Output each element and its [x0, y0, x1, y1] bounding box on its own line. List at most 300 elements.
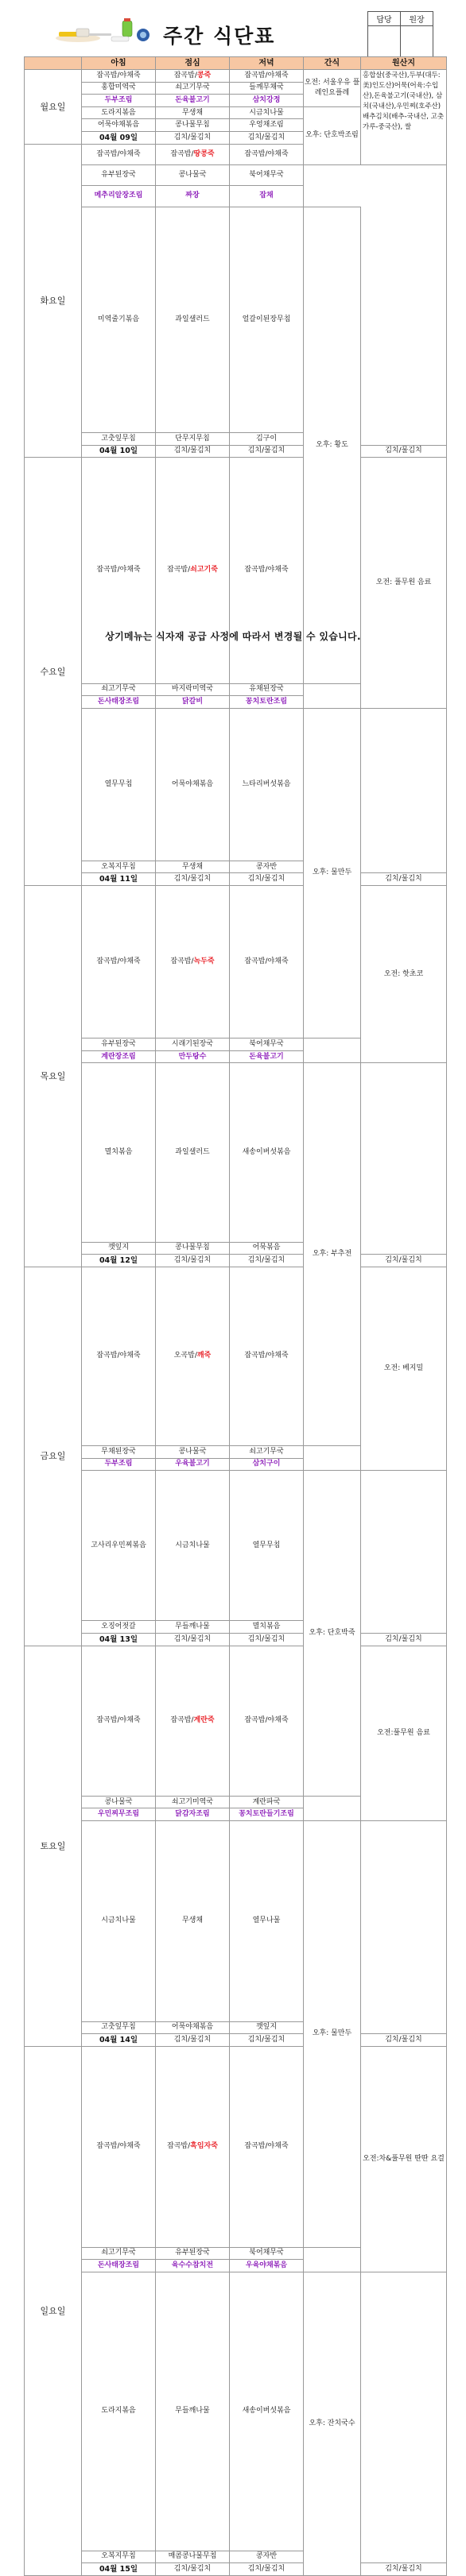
lunch-cell	[156, 683, 230, 696]
menu-item: 김치/물김치	[385, 875, 422, 884]
dinner-cell	[230, 861, 304, 873]
menu-item: 돈사태장조림	[97, 697, 140, 706]
lunch-cell	[156, 82, 230, 95]
menu-item: 과일샐러드	[175, 1147, 210, 1156]
lunch-cell	[156, 186, 230, 207]
menu-item: 열무나물	[252, 1917, 281, 1925]
breakfast-cell	[82, 186, 156, 207]
menu-item: 시금치나물	[249, 108, 284, 117]
lunch-cell	[156, 106, 230, 119]
lunch-cell	[156, 1471, 230, 1621]
menu-item: 잡곡밥/	[170, 1716, 194, 1725]
table-row	[25, 1267, 447, 1445]
menu-item: 잡곡밥/야채죽	[244, 957, 289, 966]
menu-item: 김치/물김치	[173, 1634, 212, 1643]
menu-item: 무생채	[181, 1917, 204, 1925]
table-row	[25, 432, 447, 445]
snack-morning: 오전: 핫초코	[361, 886, 447, 1063]
breakfast-cell	[82, 458, 156, 683]
header-breakfast: 아침	[82, 57, 156, 70]
lunch-cell	[156, 1646, 230, 1796]
menu-item: 콩자반	[255, 2552, 278, 2561]
menu-item: 도라지볶음	[101, 2407, 136, 2415]
breakfast-cell	[82, 1063, 156, 1242]
menu-item: 깻잎지	[107, 1244, 130, 1252]
breakfast-cell	[82, 1267, 156, 1445]
lunch-cell	[230, 1634, 304, 1646]
menu-item: 돈육불고기	[249, 1052, 284, 1061]
lunch-cell	[156, 1808, 230, 1821]
dinner-cell	[230, 696, 304, 709]
menu-item: 김치/물김치	[247, 133, 285, 141]
dinner-cell	[230, 2046, 304, 2247]
dinner-cell	[230, 1063, 304, 1242]
table-row	[25, 2272, 447, 2551]
table-header-row	[25, 57, 447, 70]
menu-item: 홍합미역국	[101, 83, 136, 92]
menu-item: 오복지무침	[101, 2552, 136, 2561]
menu-item: 시금치나물	[175, 1541, 210, 1549]
porridge-highlight: 콩죽	[196, 71, 212, 79]
lunch-cell	[156, 2272, 230, 2551]
lunch-cell	[156, 2551, 230, 2563]
menu-item: 김치/물김치	[247, 2036, 285, 2044]
lunch-cell	[156, 1242, 230, 1255]
approval-label-staff: 담당	[368, 12, 401, 26]
snack-morning: 오전: 서울우유 플레인요플레	[304, 70, 361, 107]
menu-item: 김치/물김치	[385, 2565, 422, 2574]
menu-item: 우육불고기	[175, 1460, 210, 1468]
date-label: 04월 10일	[82, 445, 156, 458]
menu-item: 김치/물김치	[173, 1255, 212, 1264]
date-label: 04월 09일	[82, 131, 156, 144]
menu-item: 돈육불고기	[175, 95, 210, 104]
menu-item: 두부조림	[104, 1460, 133, 1468]
menu-item: 삼치구이	[252, 1460, 281, 1468]
menu-item: 잡곡밥/	[170, 957, 194, 966]
approval-label-director: 원장	[401, 12, 433, 26]
table-row	[25, 873, 447, 886]
menu-item: 무채된장국	[101, 1447, 136, 1456]
lunch-cell	[156, 1267, 230, 1445]
lunch-cell	[230, 2563, 304, 2576]
menu-item: 오복지무침	[101, 862, 136, 871]
breakfast-cell	[82, 1471, 156, 1621]
menu-item: 김치/물김치	[385, 1634, 422, 1643]
lunch-cell	[156, 164, 230, 185]
menu-item: 열무무침	[104, 779, 133, 788]
breakfast-cell	[82, 2260, 156, 2272]
menu-item: 김치/물김치	[173, 875, 212, 884]
menu-item: 고춧잎무침	[101, 434, 136, 443]
menu-item: 계란장조림	[101, 1052, 136, 1061]
menu-item: 단무지무침	[175, 434, 210, 443]
table-row	[25, 1471, 447, 1621]
menu-item: 삼치강정	[252, 95, 281, 104]
menu-item: 무생채	[181, 108, 204, 117]
table-row	[25, 1646, 447, 1796]
dinner-cell	[230, 2021, 304, 2034]
breakfast-cell	[82, 683, 156, 696]
breakfast-cell	[82, 1039, 156, 1051]
lunch-cell	[156, 144, 230, 164]
table-row	[25, 2551, 447, 2563]
porridge-highlight: 흑임자죽	[190, 2142, 218, 2151]
snack-afternoon: 오후: 황도	[304, 207, 361, 683]
breakfast-cell	[82, 2247, 156, 2260]
breakfast-cell	[82, 1820, 156, 2021]
menu-item: 오징어젓갈	[101, 1623, 136, 1631]
dinner-cell	[230, 1242, 304, 1255]
menu-item: 쇠고기무국	[101, 2249, 136, 2257]
dinner-cell	[230, 1050, 304, 1063]
menu-item: 미역줄기볶음	[97, 315, 140, 323]
menu-item: 김치/물김치	[247, 447, 285, 455]
table-row	[25, 2046, 447, 2247]
lunch-cell	[156, 1063, 230, 1242]
menu-item: 새송이버섯볶음	[242, 2407, 291, 2415]
menu-item: 어묵야채볶음	[97, 121, 140, 130]
breakfast-cell	[156, 131, 230, 144]
menu-item: 잡곡밥/야채죽	[244, 2142, 289, 2151]
menu-item: 콩나물국	[178, 171, 207, 180]
lunch-cell	[230, 445, 304, 458]
menu-item: 김치/물김치	[173, 2565, 212, 2574]
dinner-cell	[230, 1446, 304, 1459]
menu-item: 매콤콩나물무침	[168, 2552, 217, 2561]
snack-afternoon: 오후: 단호박조림	[304, 106, 361, 164]
dinner-cell	[230, 144, 304, 164]
dinner-cell	[230, 82, 304, 95]
menu-item: 유채된장국	[249, 685, 284, 694]
breakfast-cell	[82, 164, 156, 185]
menu-item: 닭갈비	[181, 697, 204, 706]
day-label: 토요일	[25, 1646, 82, 2046]
menu-item: 김치/물김치	[247, 1634, 285, 1643]
breakfast-cell	[82, 119, 156, 132]
menu-item: 고춧잎무침	[101, 2023, 136, 2032]
breakfast-cell	[82, 144, 156, 164]
snack-morning: 오전:풀무원 음료	[361, 1646, 447, 1820]
lunch-cell	[156, 70, 230, 83]
menu-item: 도라지볶음	[101, 108, 136, 117]
menu-item: 계란파국	[252, 1797, 281, 1806]
snack-morning: 오전: 베지밀	[361, 1267, 447, 1470]
lunch-cell	[156, 886, 230, 1039]
breakfast-cell	[82, 1808, 156, 1821]
menu-item: 잡곡밥/야채죽	[244, 1716, 289, 1725]
lunch-cell	[156, 1458, 230, 1471]
day-label: 금요일	[25, 1267, 82, 1646]
menu-item: 우민찌무조림	[97, 1810, 140, 1819]
lunch-cell	[156, 708, 230, 861]
lunch-cell	[156, 1446, 230, 1459]
breakfast-cell	[82, 2272, 156, 2551]
menu-item: 만두탕수	[178, 1052, 207, 1061]
date-label: 04월 11일	[82, 873, 156, 886]
kitchenware-illustration	[54, 17, 156, 46]
breakfast-cell	[82, 82, 156, 95]
breakfast-cell	[156, 2563, 230, 2576]
dinner-cell	[230, 1039, 304, 1051]
snack-afternoon: 오후: 물만두	[304, 1820, 361, 2247]
table-row	[25, 2021, 447, 2034]
menu-item: 쇠고기무국	[175, 83, 210, 92]
weekly-menu-table	[24, 56, 447, 2576]
breakfast-cell	[82, 2551, 156, 2563]
breakfast-cell	[82, 70, 156, 83]
snack-afternoon: 오후: 잔치국수	[304, 2272, 361, 2575]
menu-item: 오곡밥/	[173, 1352, 197, 1360]
breakfast-cell	[156, 2034, 230, 2047]
day-label: 수요일	[25, 458, 82, 886]
menu-item: 잡곡밥/야채죽	[244, 1352, 289, 1360]
approval-sign-staff	[368, 26, 401, 60]
menu-item: 잡곡밥/야채죽	[96, 957, 141, 966]
dinner-cell	[230, 119, 304, 132]
menu-item: 콩나물무침	[175, 1244, 210, 1252]
menu-item: 바지락미역국	[171, 685, 214, 694]
table-row	[25, 708, 447, 861]
table-row	[25, 445, 447, 458]
dinner-cell	[230, 1646, 304, 1796]
lunch-cell	[156, 861, 230, 873]
lunch-cell	[156, 458, 230, 683]
dinner-cell	[361, 2563, 447, 2576]
dinner-cell	[230, 186, 304, 207]
lunch-cell	[156, 2021, 230, 2034]
menu-item: 콩자반	[255, 862, 278, 871]
menu-item: 잡곡밥/야채죽	[244, 566, 289, 574]
breakfast-cell	[82, 1446, 156, 1459]
table-row	[25, 1242, 447, 1255]
table-row	[25, 458, 447, 683]
menu-item: 쇠고기무국	[101, 685, 136, 694]
porridge-highlight: 계란죽	[193, 1716, 215, 1725]
lunch-cell	[230, 873, 304, 886]
menu-item: 얼갈이된장무침	[242, 315, 291, 323]
menu-item: 무들깨나물	[175, 1623, 210, 1631]
breakfast-cell	[82, 2021, 156, 2034]
menu-item: 열무무침	[252, 1541, 281, 1549]
menu-item: 김치/물김치	[247, 875, 285, 884]
porridge-highlight: 땅콩죽	[193, 149, 215, 158]
menu-item: 쇠고기무국	[249, 1447, 284, 1456]
table-row	[25, 1255, 447, 1267]
menu-item: 잡곡밥/야채죽	[96, 1352, 141, 1360]
menu-item: 무생채	[181, 862, 204, 871]
menu-item: 김치/물김치	[385, 2036, 422, 2044]
menu-item: 새송이버섯볶음	[242, 1147, 291, 1156]
menu-item: 잡곡밥/야채죽	[244, 149, 289, 158]
menu-item: 메추리알장조림	[94, 191, 143, 200]
menu-item: 김치/물김치	[247, 2565, 285, 2574]
porridge-highlight: 쇠고기죽	[190, 566, 218, 574]
dinner-cell	[230, 1820, 304, 2021]
dinner-cell	[230, 1458, 304, 1471]
menu-item: 들깨무채국	[249, 83, 284, 92]
day-label: 목요일	[25, 886, 82, 1267]
page-title: 주간 식단표	[163, 25, 276, 48]
table-row	[25, 1063, 447, 1242]
breakfast-cell	[82, 1796, 156, 1808]
breakfast-cell	[156, 1634, 230, 1646]
breakfast-cell	[82, 1242, 156, 1255]
menu-item: 콩나물국	[104, 1797, 133, 1806]
header-snack: 간식	[304, 57, 361, 70]
breakfast-cell	[82, 861, 156, 873]
menu-item: 어묵야채볶음	[171, 2023, 214, 2032]
dinner-cell	[361, 1634, 447, 1646]
menu-item: 쇠고기미역국	[171, 1797, 214, 1806]
lunch-cell	[156, 119, 230, 132]
table-row	[25, 886, 447, 1039]
lunch-cell	[156, 1796, 230, 1808]
day-label: 월요일	[25, 70, 82, 145]
menu-item: 콩나물무침	[175, 121, 210, 130]
menu-item: 돈사태장조림	[97, 2261, 140, 2269]
menu-item: 유부된장국	[101, 171, 136, 180]
lunch-cell	[156, 2046, 230, 2247]
menu-item: 깻잎지	[255, 2023, 278, 2032]
dinner-cell	[230, 708, 304, 861]
breakfast-cell	[156, 1255, 230, 1267]
dinner-cell	[230, 2272, 304, 2551]
menu-item: 과일샐러드	[175, 315, 210, 323]
dinner-cell	[230, 1471, 304, 1621]
menu-item: 잡곡밥/야채죽	[96, 2142, 141, 2151]
menu-item: 시금치나물	[101, 1917, 136, 1925]
menu-item: 잡곡밥/	[167, 2142, 191, 2151]
menu-item: 닭감자조림	[175, 1810, 210, 1819]
snack-morning: 오전: 풀무원 음료	[361, 458, 447, 709]
lunch-cell	[156, 432, 230, 445]
lunch-cell	[156, 1820, 230, 2021]
menu-item: 멸치볶음	[252, 1623, 281, 1631]
table-row	[25, 207, 447, 432]
lunch-cell	[156, 2260, 230, 2272]
dinner-cell	[230, 1796, 304, 1808]
date-label: 04월 13일	[82, 1634, 156, 1646]
menu-item: 멸치볶음	[104, 1147, 133, 1156]
menu-item: 잡곡밥/야채죽	[244, 71, 289, 79]
dinner-cell	[230, 70, 304, 83]
menu-item: 무들깨나물	[175, 2407, 210, 2415]
menu-item: 김치/물김치	[173, 447, 212, 455]
day-label: 화요일	[25, 144, 82, 458]
porridge-highlight: 깨죽	[196, 1352, 212, 1360]
menu-item: 꽁치토란조림	[245, 697, 288, 706]
header-dinner: 저녁	[230, 57, 304, 70]
approval-box	[367, 11, 433, 60]
dinner-cell	[230, 106, 304, 119]
dinner-cell	[230, 1267, 304, 1445]
day-label: 일요일	[25, 2046, 82, 2575]
dinner-cell	[230, 432, 304, 445]
table-row	[25, 70, 447, 83]
dinner-cell	[230, 207, 304, 432]
menu-item: 김치/물김치	[385, 447, 422, 455]
menu-item: 잡곡밥/야채죽	[96, 71, 141, 79]
dinner-cell	[230, 2247, 304, 2260]
table-row	[25, 186, 447, 207]
table-row	[25, 164, 447, 185]
menu-item: 유부된장국	[101, 1039, 136, 1048]
lunch-cell	[156, 207, 230, 432]
breakfast-cell	[82, 1458, 156, 1471]
breakfast-cell	[82, 2046, 156, 2247]
menu-item: 고사리우민찌볶음	[91, 1541, 146, 1549]
lunch-cell	[156, 95, 230, 107]
breakfast-cell	[82, 432, 156, 445]
table-row	[25, 1621, 447, 1634]
menu-item: 잡곡밥/	[167, 566, 191, 574]
menu-item: 우엉채조림	[249, 121, 284, 130]
menu-item: 시래기된장국	[171, 1039, 214, 1048]
breakfast-cell	[82, 1050, 156, 1063]
table-row	[25, 2563, 447, 2576]
lunch-cell	[156, 1621, 230, 1634]
dinner-cell	[230, 458, 304, 683]
date-label: 04월 12일	[82, 1255, 156, 1267]
dinner-cell	[361, 1255, 447, 1267]
table-row	[25, 861, 447, 873]
breakfast-cell	[156, 873, 230, 886]
lunch-cell	[156, 2247, 230, 2260]
menu-item: 김치/물김치	[247, 1255, 285, 1264]
lunch-cell	[156, 696, 230, 709]
menu-item: 잡곡밥/야채죽	[96, 566, 141, 574]
menu-item: 유부된장국	[175, 2249, 210, 2257]
header	[0, 0, 466, 57]
menu-item: 어묵야채볶음	[171, 779, 214, 788]
table-row	[25, 1634, 447, 1646]
menu-item: 김치/물김치	[173, 133, 212, 141]
dinner-cell	[361, 873, 447, 886]
menu-item: 북어채무국	[249, 2249, 284, 2257]
breakfast-cell	[156, 445, 230, 458]
snack-afternoon: 오후: 물만두	[304, 708, 361, 1038]
menu-item: 잡채	[259, 191, 274, 200]
menu-item: 느타리버섯볶음	[242, 779, 291, 788]
menu-item: 북어채무국	[249, 1039, 284, 1048]
menu-item: 짜장	[185, 191, 200, 200]
menu-item: 꽁치토란들기조림	[239, 1810, 294, 1819]
lunch-cell	[230, 131, 304, 144]
dinner-cell	[230, 164, 304, 185]
origin-info: 홍합살(중국산),두부(대두:美)인도산)어묵(어육:수입산),돈육불고기(국내산), 삼치(국내산),우민찌(호주산)배추김치(배추-국내산, 고춧가루-중국산), 쌀	[361, 70, 447, 165]
header-lunch: 점심	[156, 57, 230, 70]
menu-item: 콩나물국	[178, 1447, 207, 1456]
snack-afternoon: 오후: 단호박죽	[304, 1471, 361, 1797]
snack-afternoon: 오후: 부추전	[304, 1063, 361, 1446]
lunch-cell	[156, 1050, 230, 1063]
menu-item: 김치/물김치	[173, 2036, 212, 2044]
lunch-cell	[156, 1039, 230, 1051]
breakfast-cell	[82, 95, 156, 107]
dinner-cell	[230, 95, 304, 107]
header-origin: 원산지	[361, 57, 447, 70]
dinner-cell	[230, 2260, 304, 2272]
footer-notice: 상기메뉴는 식자재 공급 사정에 따라서 변경될 수 있습니다.	[105, 631, 361, 642]
date-label: 04월 15일	[82, 2563, 156, 2576]
menu-item: 두부조림	[104, 95, 133, 104]
breakfast-cell	[82, 1646, 156, 1796]
snack-morning: 오전:차&풀무원 딴딴 요걸	[361, 2046, 447, 2272]
dinner-cell	[230, 683, 304, 696]
breakfast-cell	[82, 106, 156, 119]
table-row	[25, 2034, 447, 2047]
